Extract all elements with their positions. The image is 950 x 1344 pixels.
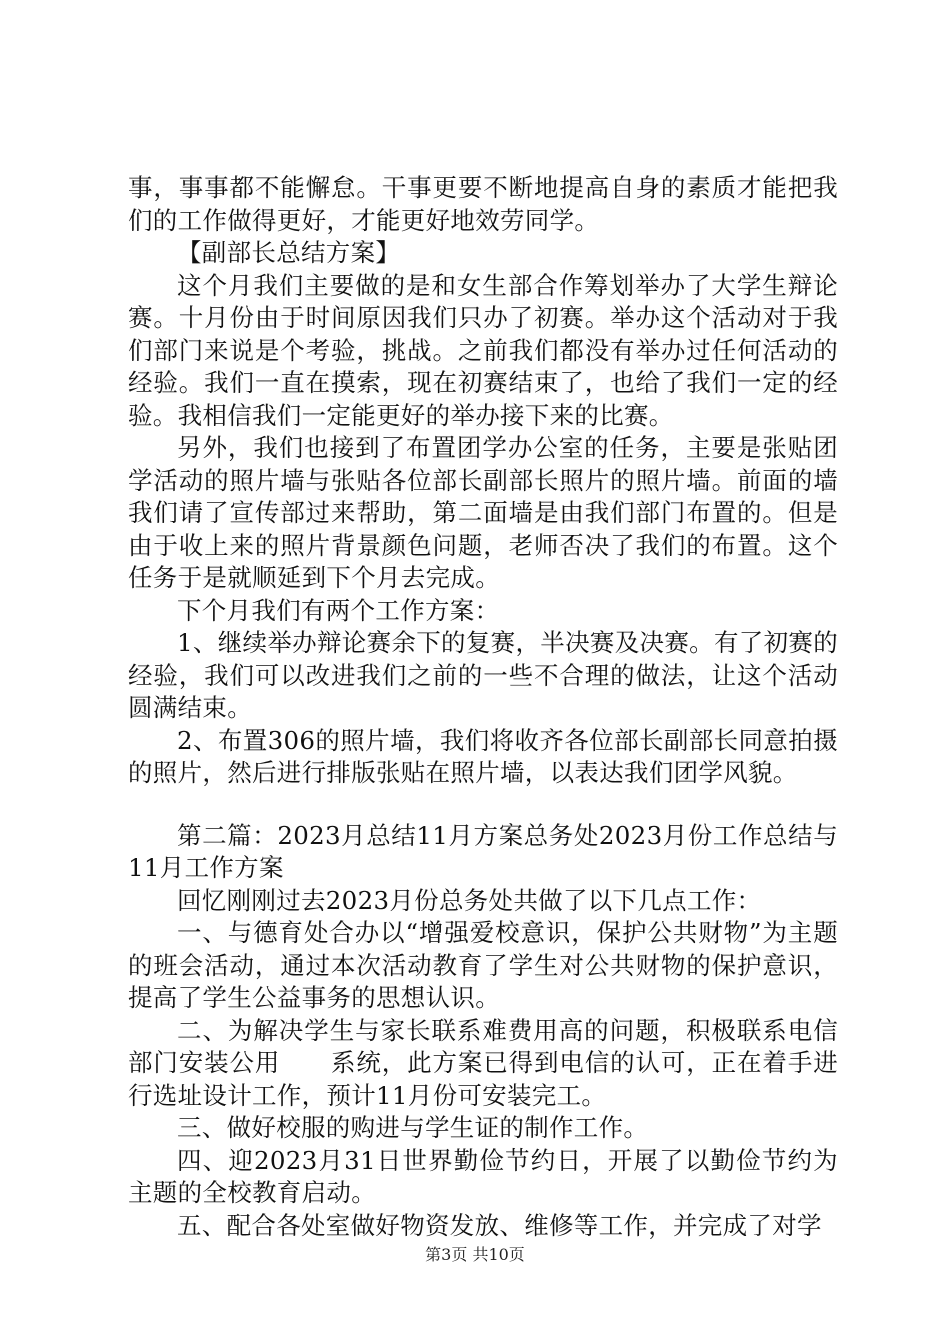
document-body <box>128 172 838 1242</box>
paragraph-continuation: 事，事事都不能懈怠。干事更要不断地提高自身的素质才能把我们的工作做得更好，才能更好地效劳同学。 <box>128 173 838 235</box>
list-item: 二、为解决学生与家长联系难费用高的问题，积极联系电信部门安装公用 系统，此方案已得到电信的认可，正在着手进行选址设计工作，预计11月份可安装完工。 <box>128 1015 838 1110</box>
list-item: 五、配合各处室做好物资发放、维修等工作，并完成了对学 <box>177 1210 822 1240</box>
section-gap <box>128 790 838 820</box>
list-item: 四、迎2023月31日世界勤俭节约日，开展了以勤俭节约为主题的全校教育启动。 <box>128 1145 838 1207</box>
paragraph: 回忆刚刚过去2023月份总务处共做了以下几点工作： <box>177 885 762 915</box>
paragraph: 另外，我们也接到了布置团学办公室的任务，主要是张贴团学活动的照片墙与张贴各位部长副部长照片的照片墙。前面的墙我们请了宣传部过来帮助，第二面墙是由我们部门布置的。但是由于收上来的照片背景颜色问题，老师否决了我们的布置。这个任务于是就顺延到下个月去完成。 <box>128 433 838 592</box>
paragraph: 下个月我们有两个工作方案： <box>177 595 500 625</box>
paragraph: 这个月我们主要做的是和女生部合作筹划举办了大学生辩论赛。十月份由于时间原因我们只办了初赛。举办这个活动对于我们部门来说是个考验，挑战。之前我们都没有举办过任何活动的经验。我们一直在摸索，现在初赛结束了，也给了我们一定的经验。我相信我们一定能更好的举办接下来的比赛。 <box>128 270 838 430</box>
page-footer: 第3页 共10页 <box>425 1245 525 1264</box>
list-item: 2、布置306的照片墙，我们将收齐各位部长副部长同意拍摄的照片，然后进行排版张贴在照片墙，以表达我们团学风貌。 <box>128 725 838 787</box>
article-title: 第二篇：2023月总结11月方案总务处2023月份工作总结与11月工作方案 <box>128 820 838 882</box>
list-item: 三、做好校服的购进与学生证的制作工作。 <box>177 1113 649 1142</box>
list-item: 1、继续举办辩论赛余下的复赛，半决赛及决赛。有了初赛的经验，我们可以改进我们之前的一些不合理的做法，让这个活动圆满结束。 <box>128 628 838 722</box>
list-item: 一、与德育处合办以“增强爱校意识，保护公共财物”为主题的班会活动，通过本次活动教育了学生对公共财物的保护意识，提高了学生公益事务的思想认识。 <box>128 918 838 1012</box>
section-heading: 【副部长总结方案】 <box>177 238 401 267</box>
